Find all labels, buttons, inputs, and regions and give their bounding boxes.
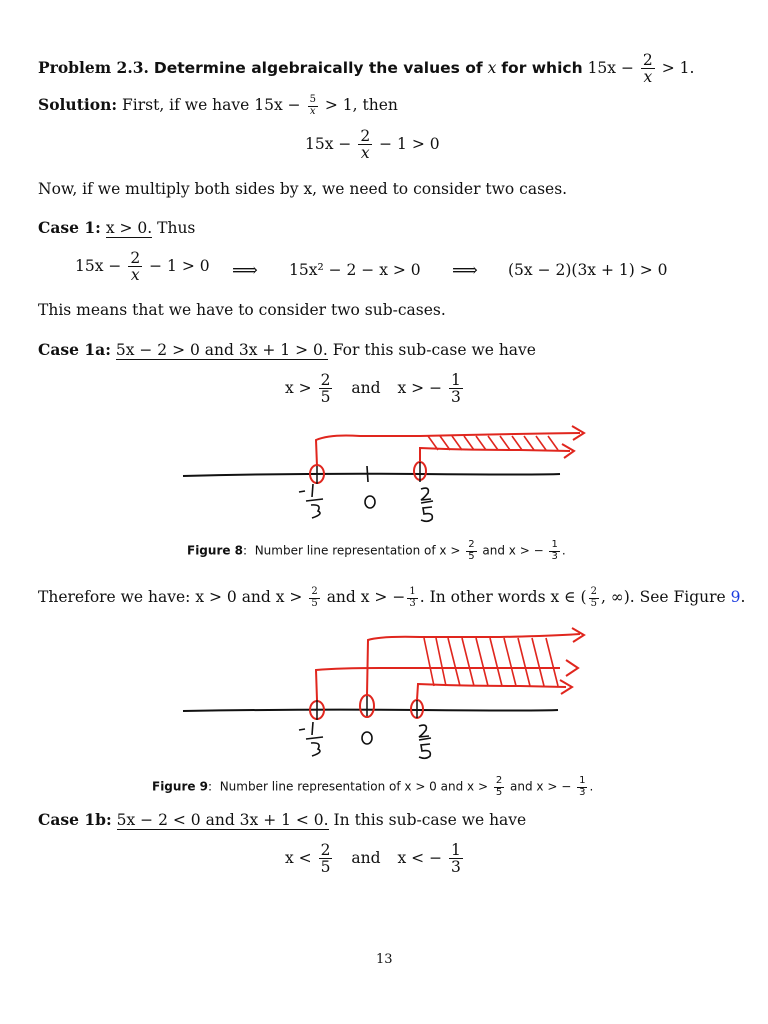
equation-2: 15x − $\frac{2}{x}$ − 1 > 0 [75,249,210,285]
tick-label-zero [362,732,372,744]
figure-8-caption: Figure 8: Number line representation of x > $\frac{2}{5}$ and x > − $\frac{1}{3}$ . [187,539,566,562]
problem-label: Problem 2.3. [38,57,149,77]
solution-text-b: > 1, then [324,96,398,114]
problem-var: x [487,58,497,77]
equation-1: 15x − $\frac{2}{x}$ − 1 > 0 [305,127,440,163]
equation-2-middle: 15x² − 2 − x > 0 [289,261,421,279]
case-1b-heading: Case 1b: 5x − 2 < 0 and 3x + 1 < 0. In this sub-case we have [38,810,527,829]
problem-for-which: for which [501,58,583,77]
case-1a-heading: Case 1a: 5x − 2 > 0 and 3x + 1 > 0. For this sub-case we have [38,340,536,359]
case-1-heading: Case 1: x > 0. Thus [38,218,196,237]
tick-label-two-fifths [419,725,431,758]
equation-2-right: (5x − 2)(3x + 1) > 0 [508,261,668,279]
solution-text-a: First, if we have 15x − [122,96,301,114]
problem-fraction: $\frac{2}{x}$ [642,51,653,87]
page-number: 13 [376,952,393,967]
figure-9-caption: Figure 9: Number line representation of x > 0 and x > $\frac{2}{5}$ and x > − $\frac{1}{3}$ . [152,775,594,798]
problem-lhs: 15x − [587,58,634,77]
region-bracket-two-fifths [417,680,572,700]
problem-rhs: > 1. [661,58,695,77]
implies-arrow-2: ⟹ [452,260,478,281]
equation-3: x > $\frac{2}{5}$ and x > − $\frac{1}{3}$ [285,371,461,407]
implies-arrow-1: ⟹ [232,260,258,281]
solution-label: Solution: [38,95,118,114]
axis-line [183,710,558,711]
solution-fraction: $\frac{5}{x}$ [309,94,316,117]
therefore-paragraph: Therefore we have: x > 0 and x > $\frac{2}{5}$ and x > − $\frac{1}{3}$ . In other words x ∈ ( $\frac{2}{5}$ , ∞). See Figure 9. [38,586,746,609]
problem-text: Determine algebraically the values of [153,58,483,77]
figure-9-link[interactable]: 9 [730,588,741,606]
paragraph-now: Now, if we multiply both sides by x, we need to consider two cases. [38,180,568,198]
paragraph-subcases: This means that we have to consider two sub-cases. [38,301,446,319]
equation-4: x < $\frac{2}{5}$ and x < − $\frac{1}{3}$ [285,841,461,877]
hatching [424,638,558,686]
tick-label-neg-third [299,722,323,756]
